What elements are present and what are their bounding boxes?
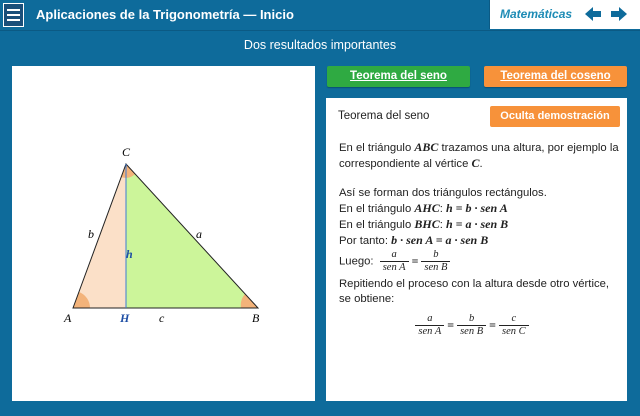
proof-text xyxy=(339,140,621,338)
line-luego: Luego: $\frac{a}{\text{sen A}}$ = $\frac{b}{\text{sen B}}$ xyxy=(339,249,621,274)
tab-teorema-coseno[interactable]: Teorema del coseno xyxy=(484,66,627,87)
foot-label-h: H xyxy=(120,311,130,325)
tab-teorema-seno[interactable]: Teorema del seno xyxy=(327,66,470,87)
line-ahc: En el triángulo AHC: h = b · sen A xyxy=(339,201,508,215)
app-title: Aplicaciones de la Trigonometría — Inicio xyxy=(36,7,294,22)
arrow-right-icon[interactable] xyxy=(610,5,628,23)
vertex-label-c: C xyxy=(122,145,131,159)
law-of-sines-formula: $\frac{a}{\text{sen A}}$ = $\frac{b}{\text{sen B}}$ = $\frac{c}{\text{sen C}}$ xyxy=(339,313,621,338)
section-title: Dos resultados importantes xyxy=(243,38,397,52)
vertex-label-b: B xyxy=(252,311,260,325)
hide-demonstration-button[interactable]: Oculta demostración xyxy=(490,106,620,127)
triangle-diagram xyxy=(12,66,315,401)
fraction-a-sen-a: $\frac{a}{\text{sen A}}$ xyxy=(380,249,409,274)
side-label-c: c xyxy=(159,311,165,325)
height-label-h: h xyxy=(126,247,133,261)
hamburger-menu-icon[interactable] xyxy=(3,3,24,27)
vertex-label-a: A xyxy=(64,311,72,325)
line-por-tanto: Por tanto: b · sen A = a · sen B xyxy=(339,233,489,247)
side-label-b: b xyxy=(88,227,94,241)
fraction-b-sen-b: $\frac{b}{\text{sen B}}$ xyxy=(421,249,450,274)
panel-heading: Teorema del seno xyxy=(338,110,430,122)
line-triangles: Así se forman dos triángulos rectángulos. xyxy=(339,187,547,199)
repeat-paragraph: Repitiendo el proceso con la altura desde otro vértice, se obtiene: xyxy=(339,278,610,305)
arrow-left-icon[interactable] xyxy=(584,5,602,23)
navigation-box xyxy=(489,0,640,29)
intro-paragraph: En el triángulo ABC trazamos una altura, por ejemplo la correspondiente al vértice C. xyxy=(339,140,619,170)
side-label-a: a xyxy=(196,227,202,241)
line-bhc: En el triángulo BHC: h = a · sen B xyxy=(339,217,509,231)
subject-label: Matemáticas xyxy=(500,7,573,21)
proof-panel xyxy=(326,98,627,401)
top-bar xyxy=(0,0,640,31)
figure-panel xyxy=(12,66,315,401)
